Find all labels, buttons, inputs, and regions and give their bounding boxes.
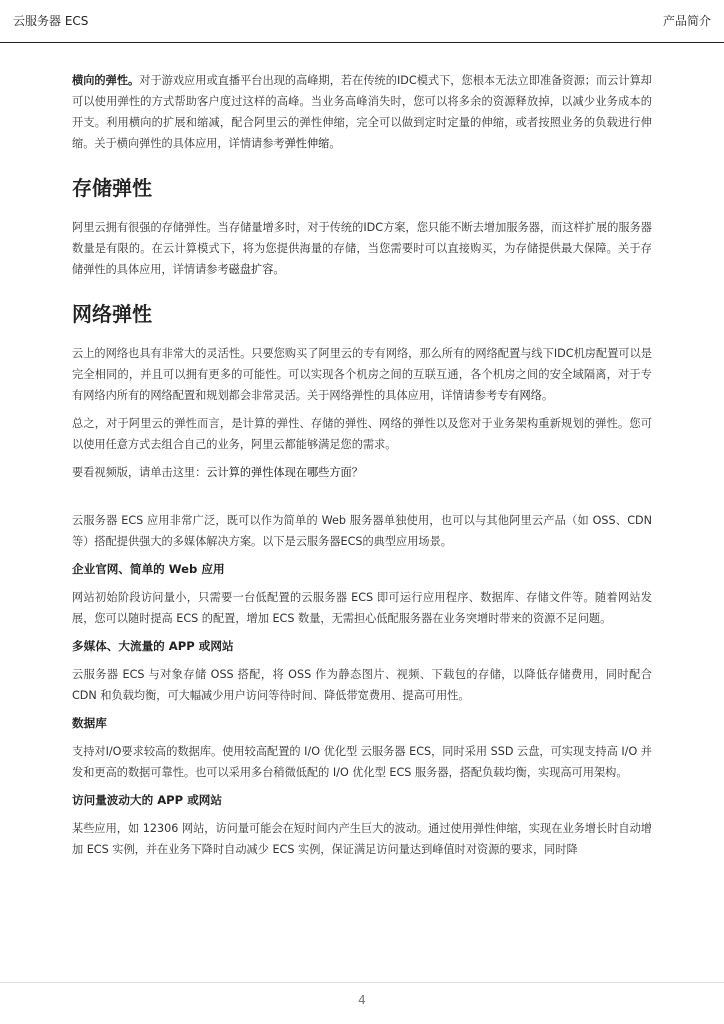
network-elasticity-paragraph — [72, 343, 652, 406]
network-elasticity-text: 云上的网络也具有非常大的灵活性。只要您购买了阿里云的专有网络，那么所有的网络配置与线下IDC机房配置可以是完全相同的，并且可以拥有更多的可能性。可以实现各个机房之间的互联互通，各个机房之间的安全域隔离，对于专有网络内所有的网络配置和规划都会非常灵活。关于网络弹性的具体应用，详情请参考 — [72, 347, 652, 402]
scenario-title-traffic: 访问量波动大的 APP 或网站 — [72, 793, 222, 807]
doc-title: 云服务器 ECS — [13, 14, 89, 28]
elasticity-summary: 总之，对于阿里云的弹性而言，是计算的弹性、存储的弹性、网络的弹性以及您对于业务架构重新规划的弹性。您可以使用任意方式去组合自己的业务，阿里云都能够满足您的需求。 — [72, 417, 652, 451]
scenario-title-database: 数据库 — [72, 716, 107, 730]
scenarios-intro: 云服务器 ECS 应用非常广泛，既可以作为简单的 Web 服务器单独使用，也可以与其他阿里云产品（如 OSS、CDN 等）搭配提供强大的多媒体解决方案。以下是云服务器ECS的典型应用场景。 — [72, 514, 652, 548]
storage-elasticity-heading: 存储弹性 — [72, 176, 152, 200]
scenario-title-multimedia: 多媒体、大流量的 APP 或网站 — [72, 639, 234, 653]
video-paragraph — [72, 462, 652, 483]
document-body — [72, 70, 652, 860]
storage-elasticity-text: 阿里云拥有很强的存储弹性。当存储量增多时，对于传统的IDC方案，您只能不断去增加服务器，而这样扩展的服务器数量是有限的。在云计算模式下，将为您提供海量的存储，当您需要时可以直接购买，为存储提供最大保障。关于存储弹性的具体应用，详情请参考 — [72, 221, 652, 276]
horizontal-elasticity-paragraph — [72, 70, 652, 154]
period: 。 — [273, 263, 285, 276]
disk-expansion-link[interactable]: 磁盘扩容 — [228, 263, 274, 276]
storage-elasticity-paragraph — [72, 217, 652, 280]
scenario-text-website: 网站初始阶段访问量小，只需要一台低配置的云服务器 ECS 即可运行应用程序、数据库、存储文件等。随着网站发展，您可以随时提高 ECS 的配置，增加 ECS 数量，无需担心低配服务器在业务突增时带来的资源不足问题。 — [72, 591, 652, 625]
period: 。 — [541, 389, 554, 402]
scenario-text-multimedia: 云服务器 ECS 与对象存储 OSS 搭配，将 OSS 作为静态图片、视频、下载包的存储，以降低存储费用，同时配合 CDN 和负载均衡，可大幅减少用户访问等待时间、降低带宽费用、提高可用性。 — [72, 668, 652, 702]
horizontal-elasticity-lead: 横向的弹性。 — [72, 74, 140, 87]
video-link[interactable]: 云计算的弹性体现在哪些方面？ — [206, 466, 363, 479]
scenario-title-website: 企业官网、简单的 Web 应用 — [72, 562, 225, 576]
section-title: 产品简介 — [662, 14, 711, 28]
page-header — [0, 0, 724, 43]
footer-divider — [0, 982, 724, 983]
horizontal-elasticity-text: 对于游戏应用或直播平台出现的高峰期，若在传统的IDC模式下，您根本无法立即准备资源；而云计算却可以使用弹性的方式帮助客户度过这样的高峰。当业务高峰消失时，您可以将多余的资源释放掉，以减少业务成本的开支。利用横向的扩展和缩减，配合阿里云的弹性伸缩，完全可以做到定时定量的伸缩，或者按照业务的负载进行伸缩。关于横向弹性的具体应用，详情请参考 — [72, 74, 652, 150]
video-prefix: 要看视频版，请单击这里： — [72, 466, 207, 479]
scenario-text-traffic: 某些应用，如 12306 网站，访问量可能会在短时间内产生巨大的波动。通过使用弹性伸缩，实现在业务增长时自动增加 ECS 实例，并在业务下降时自动减少 ECS 实例，保证满足访问量达到峰值时对资源的要求，同时降 — [72, 822, 652, 856]
vpc-link[interactable]: 专有网络 — [497, 389, 542, 402]
period: 。 — [329, 137, 341, 150]
scenario-text-database: 支持对I/O要求较高的数据库。使用较高配置的 I/O 优化型 云服务器 ECS，同时采用 SSD 云盘，可实现支持高 I/O 并发和更高的数据可靠性。也可以采用多台稍微低配的 I/O 优化型 ECS 服务器，搭配负载均衡，实现高可用架构。 — [72, 745, 652, 779]
page-number: 4 — [358, 993, 366, 1007]
auto-scaling-link[interactable]: 弹性伸缩 — [284, 137, 330, 150]
network-elasticity-heading: 网络弹性 — [72, 302, 152, 326]
